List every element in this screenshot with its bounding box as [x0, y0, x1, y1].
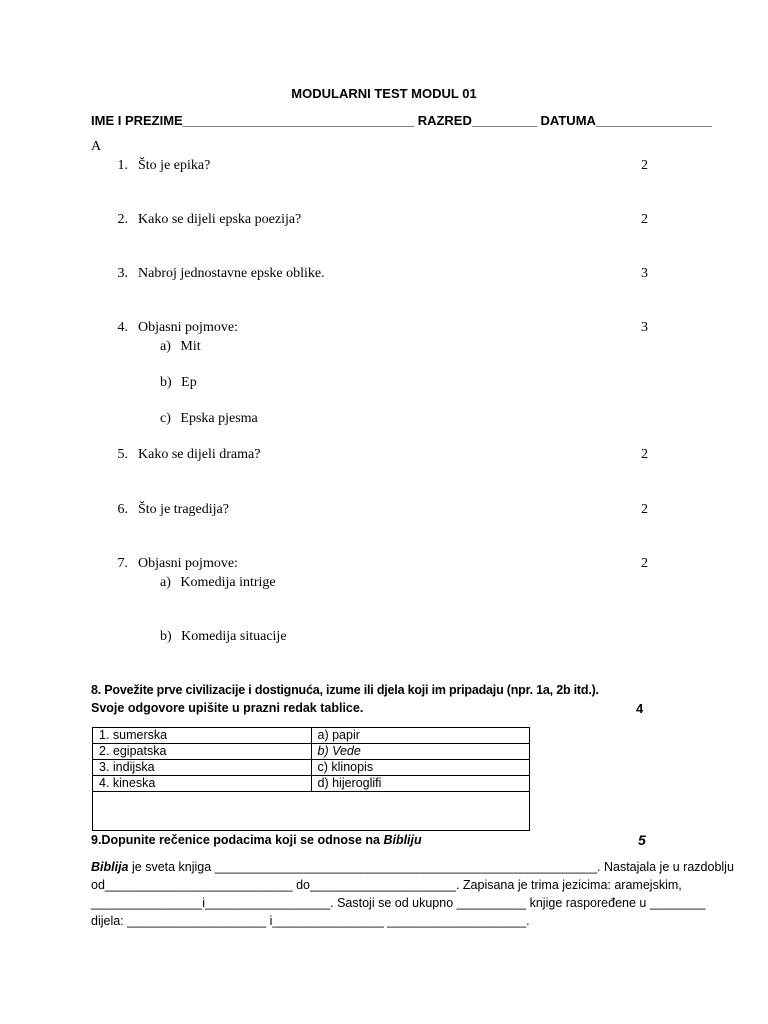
subquestion-label: c) — [160, 411, 171, 426]
table-row — [93, 728, 530, 744]
subquestion-4a — [160, 339, 201, 355]
subquestion-text: Ep — [181, 375, 197, 390]
question-text: Objasni pojmove: — [138, 320, 238, 335]
question-text: Što je tragedija? — [138, 502, 229, 517]
question-9-points: 5 — [638, 832, 646, 848]
section-label: A — [91, 139, 102, 154]
question-1-points: 2 — [641, 158, 648, 173]
subquestion-label: a) — [160, 339, 171, 354]
subquestion-4c — [160, 411, 258, 427]
civilization-cell: 3. indijska — [93, 760, 312, 776]
question-number: 1. — [117, 158, 128, 173]
question-7-points: 2 — [641, 556, 648, 571]
question-text: Kako se dijeli drama? — [138, 447, 261, 462]
achievement-cell: b) Vede — [311, 744, 530, 760]
test-title: MODULARNI TEST MODUL 01 — [291, 86, 477, 101]
question-number: 5. — [117, 447, 128, 462]
subquestion-label: b) — [160, 629, 172, 644]
question-text: Kako se dijeli epska poezija? — [138, 212, 302, 227]
line-text: je sveta knjiga _______________________________________________________. Nastajala je u razdoblju — [128, 860, 734, 874]
question-2-points: 2 — [641, 212, 648, 227]
subquestion-text: Mit — [180, 339, 201, 354]
subquestion-text: Komedija situacije — [181, 629, 287, 644]
question-6-points: 2 — [641, 502, 648, 517]
table-row — [93, 776, 530, 792]
achievement-cell: c) klinopis — [311, 760, 530, 776]
question-number: 6. — [117, 502, 128, 517]
question-9-line-4: dijela: ____________________ i________________ ____________________. — [91, 914, 530, 928]
question-text: Što je epika? — [138, 158, 211, 173]
achievement-cell: d) hijeroglifi — [311, 776, 530, 792]
civilization-cell: 1. sumerska — [93, 728, 312, 744]
question-5-points: 2 — [641, 447, 648, 462]
question-number: 4. — [117, 320, 128, 335]
question-9-prefix: 9.Dopunite rečenice podacima koji se odnose na — [91, 833, 384, 847]
table-row — [93, 744, 530, 760]
question-3-points: 3 — [641, 266, 648, 281]
question-8-line-2: Svoje odgovore upišite u prazni redak tablice. — [91, 701, 364, 715]
question-8-points: 4 — [636, 701, 644, 716]
question-number: 7. — [117, 556, 128, 571]
subquestion-label: b) — [160, 375, 172, 390]
civilization-cell: 4. kineska — [93, 776, 312, 792]
question-9-line-2: od___________________________ do_____________________. Zapisana je trima jezicima: aramejskim, — [91, 878, 682, 892]
question-number: 2. — [117, 212, 128, 227]
bible-word: Biblija — [91, 860, 129, 874]
answer-row[interactable] — [93, 792, 530, 831]
answer-cell[interactable] — [93, 792, 530, 831]
subquestion-label: a) — [160, 575, 171, 590]
question-9-prefix-italic: Bibliju — [383, 833, 422, 847]
question-4-points: 3 — [641, 320, 648, 335]
civilization-cell: 2. egipatska — [93, 744, 312, 760]
subquestion-4b — [160, 375, 197, 391]
question-9-line-1 — [91, 860, 734, 874]
matching-table — [92, 727, 530, 831]
question-text: Nabroj jednostavne epske oblike. — [138, 266, 325, 281]
subquestion-7a — [160, 575, 276, 591]
question-9-line-3: ________________i__________________. Sastoji se od ukupno __________ knjige raspoređene u ________ — [91, 896, 706, 910]
question-number: 3. — [117, 266, 128, 281]
table-row — [93, 760, 530, 776]
student-info-header: IME I PREZIME________________________________ RAZRED_________ DATUMA________________ — [91, 113, 712, 128]
subquestion-text: Komedija intrige — [180, 575, 276, 590]
subquestion-7b — [160, 629, 287, 645]
question-9-heading — [91, 833, 422, 847]
subquestion-text: Epska pjesma — [180, 411, 258, 426]
question-8-line-1: 8. Povežite prve civilizacije i dostignuća, izume ili djela koji im pripadaju (npr. 1a, 2b itd.). — [91, 683, 599, 697]
achievement-cell: a) papir — [311, 728, 530, 744]
question-text: Objasni pojmove: — [138, 556, 238, 571]
